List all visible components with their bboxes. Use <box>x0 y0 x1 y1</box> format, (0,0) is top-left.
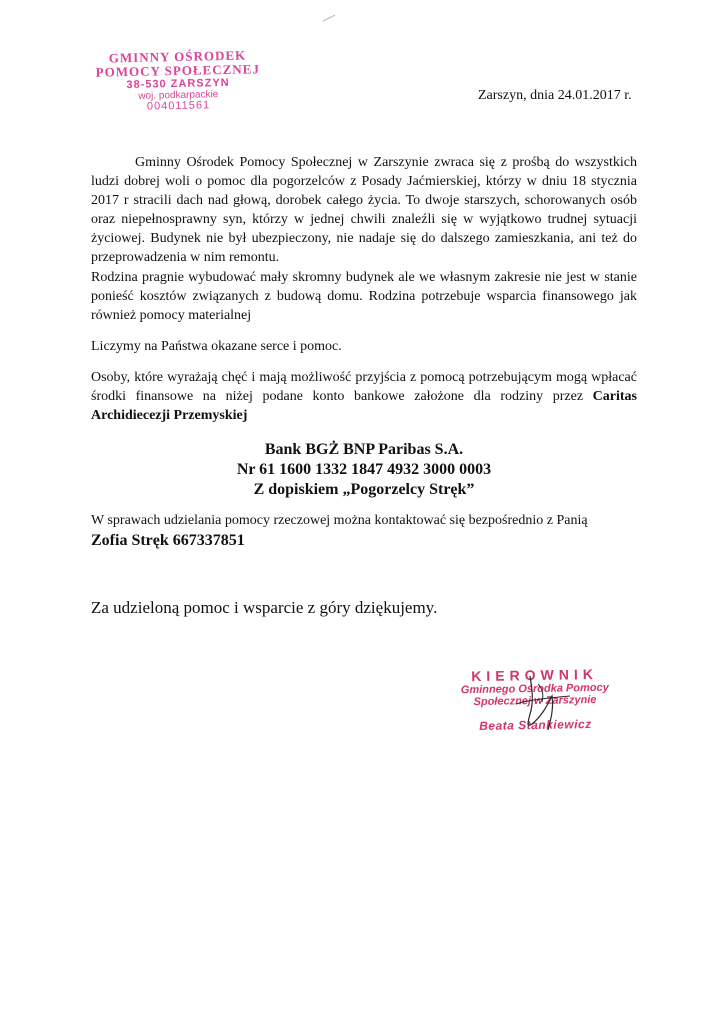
contact-line: W sprawach udzielania pomocy rzeczowej można kontaktować się bezpośrednio z Panią <box>91 513 588 528</box>
stamp-line-2: POMOCY SPOŁECZNEJ <box>95 61 261 80</box>
paragraph-1: Gminny Ośrodek Pomocy Społecznej w Zarszynie zwraca się z prośbą do wszystkich ludzi dobrej woli o pomoc dla pogorzelców z Posady Jaćmierskiej, którzy w dniu 18 stycznia 2017 r stracili dach nad głową, dorobek całego życia. To dwoje starszych, schorowanych osób oraz niepełnosprawny syn, którzy w jednej chwili znaleźli się w wyjątkowo trudnej sytuacji życiowej. Budynek nie był ubezpieczony, nie nadaje się do dalszego zamieszkania, ani też do przeprowadzenia w nim remontu. <box>91 155 637 265</box>
paragraph-4-text: Osoby, które wyrażają chęć i mają możliwość przyjścia z pomocą potrzebującym mogą wpłacać środki finansowe na niżej podane konto bankowe założone dla rodziny przez <box>91 370 637 404</box>
bank-name: Bank BGŻ BNP Paribas S.A. <box>264 441 464 458</box>
bank-account: Nr 61 1600 1332 1847 4932 3000 0003 <box>236 461 492 478</box>
signature-title: KIEROWNIK <box>471 665 599 685</box>
caritas-name: Caritas Archidiecezji Przemyskiej <box>91 389 637 423</box>
paragraph-4 <box>91 368 637 425</box>
thanks-line: Za udzieloną pomoc i wsparcie z góry dziękujemy. <box>91 598 438 617</box>
signature-line-3: Społecznej w Zarszynie <box>473 693 597 709</box>
bank-note: Z dopiskiem „Pogorzelcy Stręk” <box>253 481 475 498</box>
paragraph-3: Liczymy na Państwa okazane serce i pomoc. <box>91 339 342 354</box>
signature-name: Beata Stankiewicz <box>479 717 592 733</box>
stamp-line-5: 004011561 <box>146 99 211 113</box>
paragraph-2: Rodzina pragnie wybudować mały skromny budynek ale we własnym zakresie nie jest w stanie ponieść kosztów związanych z budową domu. Rodzina potrzebuje wsparcia finansowego jak również pomocy materialnej <box>91 270 637 323</box>
institution-stamp <box>87 48 268 114</box>
letter-date: Zarszyn, dnia 24.01.2017 r. <box>478 88 632 103</box>
stamp-line-3: 38-530 ZARSZYN <box>126 76 230 92</box>
signature-line-2: Gminnego Ośrodka Pomocy <box>460 681 609 697</box>
stamp-line-4: woj. podkarpackie <box>138 89 219 102</box>
scan-mark <box>322 14 336 22</box>
bank-details <box>91 440 637 500</box>
handwritten-signature <box>508 674 588 734</box>
stamp-line-1: GMINNY OŚRODEK <box>108 47 247 66</box>
contact-name-phone: Zofia Stręk 667337851 <box>91 532 245 549</box>
